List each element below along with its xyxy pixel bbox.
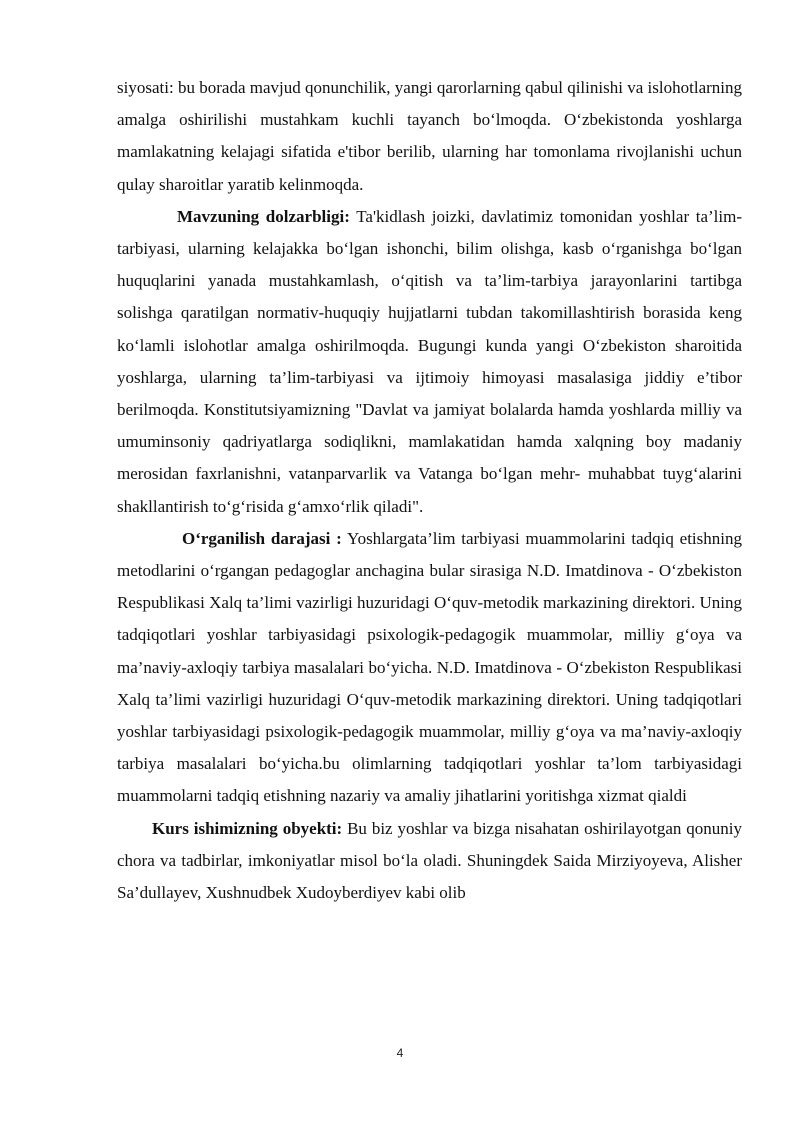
document-page xyxy=(117,72,742,909)
paragraph-text: siyosati: bu borada mavjud qonunchilik, yangi qarorlarning qabul qilinishi va islohotlarning amalga oshirilishi mustahkam kuchli tayanch bo‘lmoqda. O‘zbekistonda yoshlarga mamlakatning kelajagi sifatida e'tibor berilib, ularning har tomonlama rivojlanishi uchun qulay sharoitlar yaratib kelinmoqda. xyxy=(117,78,742,194)
paragraph-text: Bu biz yoshlar va bizga nisahatan oshirilayotgan qonuniy chora va tadbirlar, imkoniyatlar misol bo‘la oladi. Shuningdek Saida Mirziyoyeva, Alisher Sa’dullayev, Xushnudbek Xudoyberdiyev kabi olib xyxy=(117,818,742,903)
section-label-object: Kurs ishimizning obyekti: xyxy=(152,818,343,838)
paragraph-text: Yoshlargata’lim tarbiyasi muammolarini tadqiq etishning metodlarini o‘rgangan pedagoglar anchagina bular sirasiga N.D. Imatdinova - O‘zbekiston Respublikasi Xalq ta’limi vazirligi huzuridagi O‘quv-metodik markazining direktori. Uning tadqiqotlari yoshlar tarbiyasidagi psixologik-pedagogik muammolar, milliy g‘oya va ma’naviy-axloqiy tarbiya masalalari bo‘yicha. N.D. Imatdinova - O‘zbekiston Respublikasi Xalq ta’limi vazirligi huzuridagi O‘quv-metodik markazining direktori. Uning tadqiqotlari yoshlar tarbiyasidagi psixologik-pedagogik muammolar, milliy g‘oya va ma’naviy-axloqiy tarbiya masalalari bo‘yicha.bu olimlarning tadqiqotlari yoshlar ta’lom tarbiyasidagi muammolarni tadqiq etishning nazariy va amaliy jihatlarini yoritishga xizmat qialdi xyxy=(117,528,742,806)
paragraph-text: Ta'kidlash joizki, davlatimiz tomonidan yoshlar ta’lim-tarbiyasi, ularning kelajakka bo‘lgan ishonchi, bilim olishga, kasb o‘rganishga bo‘lgan huquqlarini yanada mustahkamlash, o‘qitish va ta’lim-tarbiya jarayonlarini tartibga solishga qaratilgan normativ-huquqiy hujjatlarni tubdan takomillashtirish borasida keng ko‘lamli islohotlar amalga oshirilmoqda. Bugungi kunda yangi O‘zbekiston sharoitida yoshlarga, ularning ta’lim-tarbiyasi va ijtimoiy himoyasi masalasiga jiddiy e’tibor berilmoqda. Konstitutsiyamizning "Davlat va jamiyat bolalarda hamda yoshlarda milliy va umuminsoniy qadriyatlarga sodiqlikni, mamlakatidan hamda xalqning boy madaniy merosidan faxrlanishni, vatanparvarlik va Vatanga bo‘lgan mehr- muhabbat tuyg‘alarini shakllantirish to‘g‘risida g‘amxo‘rlik qiladi". xyxy=(117,206,743,516)
page-number: 4 xyxy=(396,1046,404,1060)
paragraph-study-level xyxy=(117,523,742,813)
paragraph-relevance xyxy=(117,201,742,523)
paragraph-intro xyxy=(117,72,742,201)
section-label-study-level: O‘rganilish darajasi : xyxy=(182,528,342,548)
section-label-relevance: Mavzuning dolzarbligi: xyxy=(177,206,350,226)
paragraph-object xyxy=(117,813,742,910)
